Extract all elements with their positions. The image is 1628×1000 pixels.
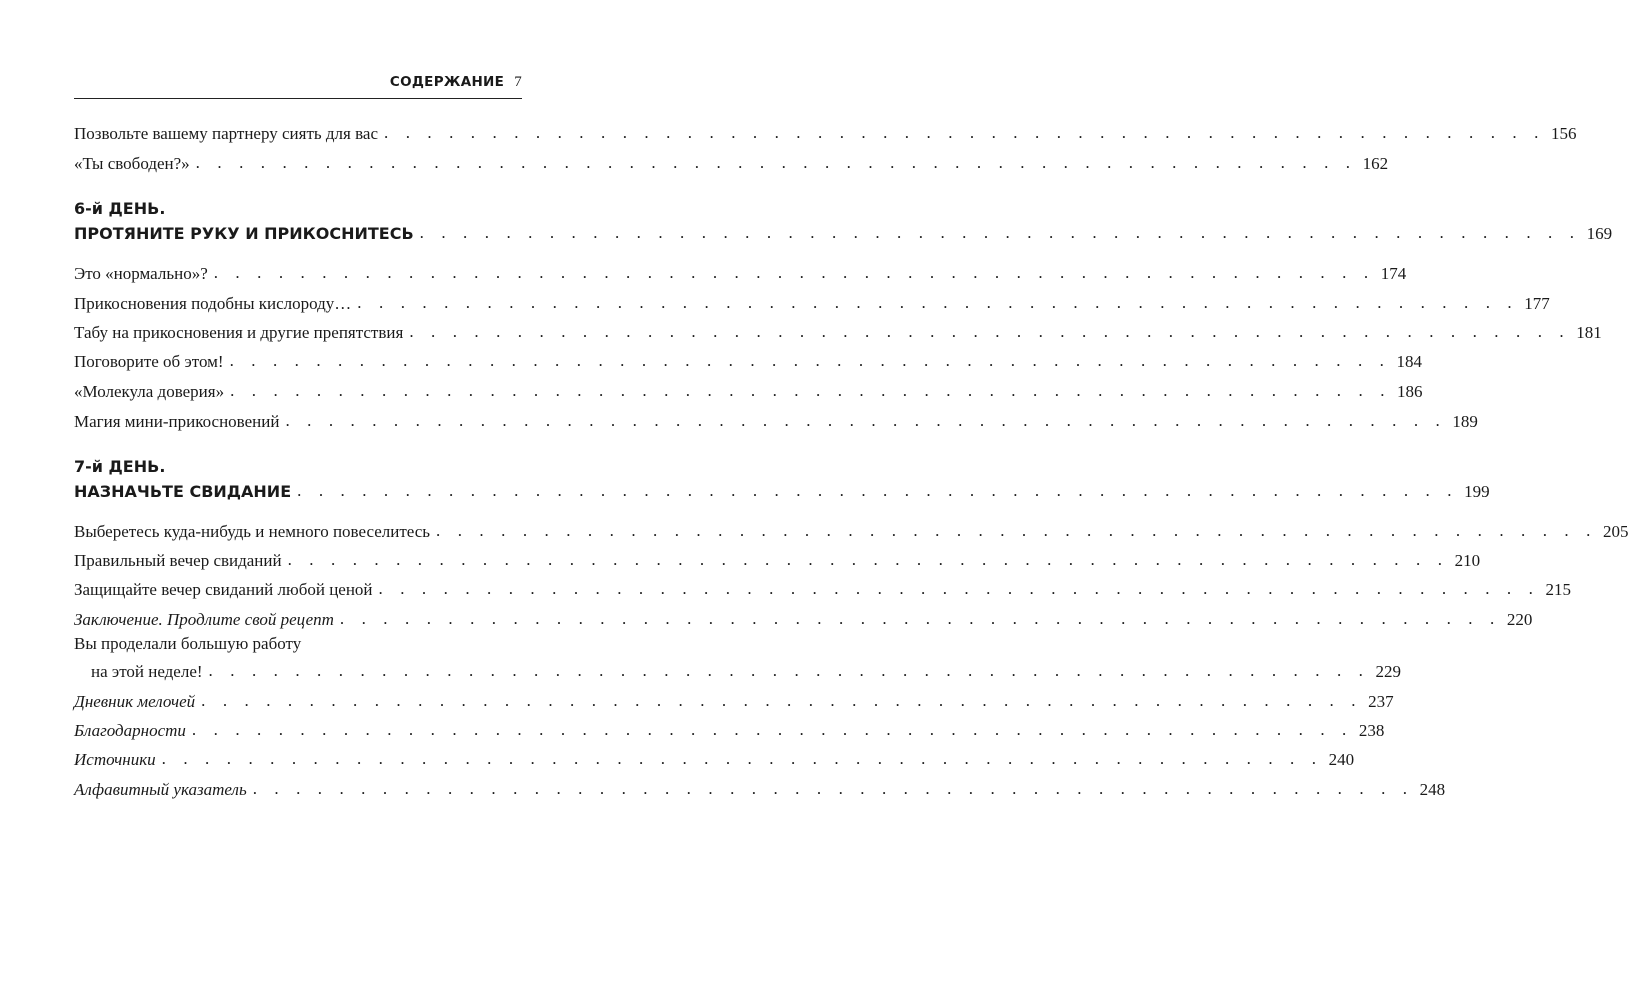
dot-leader: . . . . . . . . . . . . . . . . . . . . . . . . . . . . . . . . . . . . . . . . . . . . . . . . . . . . . . bbox=[436, 521, 1597, 540]
toc-entry-page: 237 bbox=[1368, 692, 1394, 711]
toc-chapter-entry[interactable] bbox=[74, 220, 1613, 244]
toc-entry-title: Защищайте вечер свиданий любой ценой bbox=[74, 580, 373, 599]
toc-entry-page: 215 bbox=[1545, 580, 1571, 599]
toc-entry[interactable] bbox=[74, 688, 1394, 712]
dot-leader: . . . . . . . . . . . . . . . . . . . . . . . . . . . . . . . . . . . . . . . . . . . . . . . . . . . . . . bbox=[339, 609, 1501, 628]
dot-leader: . . . . . . . . . . . . . . . . . . . . . . . . . . . . . . . . . . . . . . . . . . . . . . . . . . . . . . bbox=[357, 293, 1519, 312]
toc-chapter-page: 169 bbox=[1586, 224, 1613, 243]
dot-leader: . . . . . . . . . . . . . . . . . . . . . . . . . . . . . . . . . . . . . . . . . . . . . . . . . . . . . . bbox=[208, 661, 1370, 680]
toc-entry[interactable] bbox=[74, 518, 1628, 542]
toc-entry-page: 210 bbox=[1454, 551, 1481, 570]
toc-entry-page: 238 bbox=[1358, 721, 1385, 740]
toc-entry[interactable] bbox=[74, 120, 1577, 144]
toc-entry[interactable] bbox=[74, 547, 1481, 571]
toc-entry-title: Это «нормально»? bbox=[74, 264, 208, 283]
dot-leader: . . . . . . . . . . . . . . . . . . . . . . . . . . . . . . . . . . . . . . . . . . . . . . . . . . . . . . bbox=[409, 322, 1571, 341]
toc-entry-page: 184 bbox=[1396, 352, 1423, 371]
toc-entry-title: Магия мини-прикосновений bbox=[74, 412, 280, 431]
dot-leader: . . . . . . . . . . . . . . . . . . . . . . . . . . . . . . . . . . . . . . . . . . . . . . . . . . . . . . bbox=[384, 123, 1545, 142]
toc-entry[interactable] bbox=[74, 408, 1478, 432]
header-rule bbox=[74, 98, 522, 99]
toc-entry[interactable] bbox=[74, 776, 1446, 800]
dot-leader: . . . . . . . . . . . . . . . . . . . . . . . . . . . . . . . . . . . . . . . . . . . . . . . . . . . . . . bbox=[287, 550, 1449, 569]
toc-entry-title: Табу на прикосновения и другие препятствия bbox=[74, 323, 404, 342]
toc-entry[interactable] bbox=[74, 150, 1389, 174]
toc-entry-title: «Молекула доверия» bbox=[74, 382, 225, 401]
toc-entry[interactable] bbox=[74, 290, 1550, 314]
toc-chapter-page: 199 bbox=[1464, 482, 1490, 501]
toc-entry-page: 177 bbox=[1524, 294, 1550, 313]
dot-leader: . . . . . . . . . . . . . . . . . . . . . . . . . . . . . . . . . . . . . . . . . . . . . . . . . . . . . . bbox=[195, 153, 1357, 172]
dot-leader: . . . . . . . . . . . . . . . . . . . . . . . . . . . . . . . . . . . . . . . . . . . . . . . . . . . . . . bbox=[161, 749, 1323, 768]
toc-entry-title-line1: Вы проделали большую работу bbox=[74, 634, 302, 653]
toc-entry[interactable] bbox=[74, 658, 1401, 682]
toc-entry[interactable] bbox=[74, 319, 1602, 343]
chapter-day-label: 7-й ДЕНЬ. bbox=[74, 457, 166, 476]
toc-entry-title: Алфавитный указатель bbox=[74, 780, 247, 799]
toc-entry-title: Дневник мелочей bbox=[74, 692, 196, 711]
toc-entry-page: 205 bbox=[1602, 522, 1628, 541]
toc-entry[interactable] bbox=[74, 348, 1423, 372]
toc-entry-title: Поговорите об этом! bbox=[74, 352, 224, 371]
toc-entry[interactable] bbox=[74, 746, 1355, 770]
dot-leader: . . . . . . . . . . . . . . . . . . . . . . . . . . . . . . . . . . . . . . . . . . . . . . . . . . . . . . bbox=[297, 481, 1459, 500]
dot-leader: . . . . . . . . . . . . . . . . . . . . . . . . . . . . . . . . . . . . . . . . . . . . . . . . . . . . . . bbox=[191, 720, 1353, 739]
toc-entry[interactable] bbox=[74, 717, 1385, 741]
toc-entry-title: Источники bbox=[74, 750, 156, 769]
dot-leader: . . . . . . . . . . . . . . . . . . . . . . . . . . . . . . . . . . . . . . . . . . . . . . . . . . . . . . bbox=[230, 381, 1392, 400]
page-number: 7 bbox=[514, 74, 522, 90]
toc-entry-page: 240 bbox=[1328, 750, 1355, 769]
toc-entry[interactable] bbox=[74, 606, 1533, 630]
toc-entry-page: 189 bbox=[1452, 412, 1478, 431]
toc-entry-page: 229 bbox=[1375, 662, 1401, 681]
dot-leader: . . . . . . . . . . . . . . . . . . . . . . . . . . . . . . . . . . . . . . . . . . . . . . . . . . . . . . bbox=[285, 411, 1447, 430]
toc-chapter-title: ПРОТЯНИТЕ РУКУ И ПРИКОСНИТЕСЬ bbox=[74, 224, 414, 243]
toc-entry-page: 186 bbox=[1397, 382, 1423, 401]
toc-entry-page: 156 bbox=[1550, 124, 1577, 143]
dot-leader: . . . . . . . . . . . . . . . . . . . . . . . . . . . . . . . . . . . . . . . . . . . . . . . . . . . . . . bbox=[201, 691, 1363, 710]
toc-entry-title: Благодарности bbox=[74, 721, 186, 740]
dot-leader: . . . . . . . . . . . . . . . . . . . . . . . . . . . . . . . . . . . . . . . . . . . . . . . . . . . . . . bbox=[229, 351, 1391, 370]
toc-entry[interactable] bbox=[74, 378, 1423, 402]
toc-entry-page: 248 bbox=[1419, 780, 1446, 799]
dot-leader: . . . . . . . . . . . . . . . . . . . . . . . . . . . . . . . . . . . . . . . . . . . . . . . . . . . . . . bbox=[378, 579, 1540, 598]
chapter-day-label: 6-й ДЕНЬ. bbox=[74, 199, 166, 218]
toc-entry-page: 174 bbox=[1380, 264, 1407, 283]
toc-entry-page: 162 bbox=[1362, 154, 1389, 173]
toc-entry-page: 181 bbox=[1576, 323, 1602, 342]
toc-entry-title: Прикосновения подобны кислороду… bbox=[74, 294, 352, 313]
toc-entry[interactable] bbox=[74, 576, 1571, 600]
section-title: СОДЕРЖАНИЕ bbox=[389, 74, 505, 90]
toc-chapter-title: НАЗНАЧЬТЕ СВИДАНИЕ bbox=[74, 482, 292, 501]
dot-leader: . . . . . . . . . . . . . . . . . . . . . . . . . . . . . . . . . . . . . . . . . . . . . . . . . . . . . . bbox=[213, 263, 1375, 282]
running-head bbox=[74, 74, 522, 96]
toc-entry[interactable] bbox=[74, 260, 1407, 284]
dot-leader: . . . . . . . . . . . . . . . . . . . . . . . . . . . . . . . . . . . . . . . . . . . . . . . . . . . . . . bbox=[419, 223, 1581, 242]
toc-entry-title: «Ты свободен?» bbox=[74, 154, 190, 173]
toc-chapter-entry[interactable] bbox=[74, 478, 1490, 502]
dot-leader: . . . . . . . . . . . . . . . . . . . . . . . . . . . . . . . . . . . . . . . . . . . . . . . . . . . . . . bbox=[252, 779, 1414, 798]
toc-entry-title-line2: на этой неделе! bbox=[91, 662, 203, 681]
toc-entry-title: Позвольте вашему партнеру сиять для вас bbox=[74, 124, 378, 143]
toc-entry-page: 220 bbox=[1506, 610, 1533, 629]
toc-entry-title: Заключение. Продлите свой рецепт bbox=[74, 610, 334, 629]
toc-entry-title: Выберетесь куда-нибудь и немного повеселитесь bbox=[74, 522, 431, 541]
toc-entry-title: Правильный вечер свиданий bbox=[74, 551, 282, 570]
